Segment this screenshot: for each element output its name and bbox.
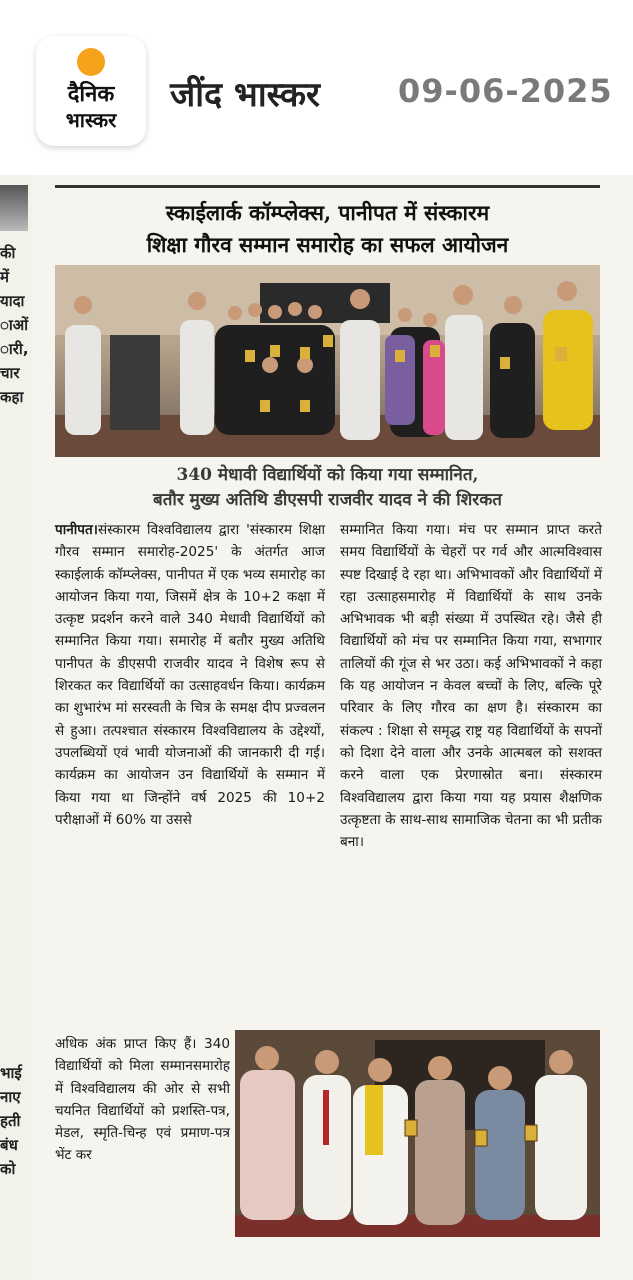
fragment-text: यादा xyxy=(0,292,25,310)
article-column-1 xyxy=(55,519,325,831)
headline-line1: स्काईलार्क कॉम्प्लेक्स, पानीपत में संस्कारम xyxy=(165,200,490,225)
ceremony-photo-illustration xyxy=(235,1030,600,1237)
article-column-2 xyxy=(340,519,602,853)
dainik-bhaskar-logo[interactable] xyxy=(36,36,146,146)
fragment-text: को xyxy=(0,1160,16,1178)
subheadline-line2: बतौर मुख्य अतिथि डीएसपी राजवीर यादव ने की शिरकत xyxy=(153,490,502,510)
fragment-text: ारी, xyxy=(0,340,29,358)
fragment-text: ाओं xyxy=(0,316,29,334)
adjacent-article-strip xyxy=(0,175,32,1280)
award-ceremony-photo[interactable] xyxy=(235,1030,600,1237)
fragment-text: कहा xyxy=(0,388,24,406)
column-1-text: संस्कारम विश्वविद्यालय द्वारा 'संस्कारम शिक्षा गौरव सम्मान समारोह-2025' के अंतर्गत आज स्काईलार्क कॉम्प्लेक्स, पानीपत में एक भव्य समारोह का आयोजन किया गया, जिसमें क्षेत्र के 10+2 कक्षा में उत्कृष्ट प्रदर्शन करने वाले 340 मेधावी विद्यार्थियों को सम्मानित किया गया। समारोह में बतौर मुख्य अतिथि पानीपत के डीएसपी राजवीर यादव ने विशेष रूप से शिरकत कर विद्यार्थियों का उत्साहवर्धन किया। कार्यक्रम का शुभारंभ मां सरस्वती के चित्र के समक्ष दीप प्रज्वलन से हुआ। तत्पश्चात संस्कारम विश्वविद्यालय के उद्देश्यों, उपलब्धियों एवं भावी योजनाओं की जानकारी दी गई। कार्यक्रम का आयोजन उन विद्यार्थियों के सम्मान में किया गया था जिन्होंने वर्ष 2025 की 10+2 परीक्षाओं में 60% या उससे xyxy=(55,522,325,828)
sun-icon xyxy=(77,48,105,76)
subheadline-line1: 340 मेधावी विद्यार्थियों को किया गया सम्मानित, xyxy=(176,465,479,485)
article-column-3 xyxy=(55,1033,230,1167)
top-rule xyxy=(55,185,600,188)
fragment-text: बंध xyxy=(0,1136,18,1154)
dateline: पानीपत। xyxy=(55,522,98,538)
event-group-photo[interactable] xyxy=(55,265,600,457)
logo-text-line2: भास्कर xyxy=(65,108,117,132)
epaper-header xyxy=(0,0,633,175)
edition-title: जींद भास्कर xyxy=(170,75,320,115)
fragment-text: चार xyxy=(0,364,20,382)
newspaper-page xyxy=(0,175,633,1280)
fragment-text: की xyxy=(0,244,16,262)
logo-text-line1: दैनिक xyxy=(67,82,115,107)
group-photo-illustration xyxy=(55,265,600,457)
article-headline xyxy=(55,197,600,261)
headline-line2: शिक्षा गौरव सम्मान समारोह का सफल आयोजन xyxy=(146,232,509,257)
column-3-text: अधिक अंक प्राप्त किए हैं। 340 विद्यार्थियों को मिला सम्मानसमारोह में विश्वविद्यालय की ओर से सभी चयनित विद्यार्थियों को प्रशस्ति-पत्र, मेडल, स्मृति-चिन्ह एवं प्रमाण-पत्र भेंट कर xyxy=(55,1036,230,1164)
fragment-text: भाई xyxy=(0,1064,22,1082)
adjacent-photo xyxy=(0,185,28,231)
edition-date: 09-06-2025 xyxy=(398,72,613,110)
fragment-text: हती xyxy=(0,1112,21,1130)
column-2-text: सम्मानित किया गया। मंच पर सम्मान प्राप्त करते समय विद्यार्थियों के चेहरों पर गर्व और आत्मविश्वास स्पष्ट दिखाई दे रहा था। अभिभावकों और विद्यार्थियों में रहा उत्साहसमारोह में विद्यार्थियों के साथ उनके अभिभावक भी बड़ी संख्या में उपस्थित रहे। जैसे ही विद्यार्थियों को मंच पर सम्मानित किया गया, सभागार तालियों की गूंज से भर उठा। कई अभिभावकों ने कहा कि यह आयोजन न केवल बच्चों के लिए, बल्कि पूरे परिवार के लिए गौरव का क्षण है। संस्कारम का संकल्प : शिक्षा से समृद्ध राष्ट्र यह विद्यार्थियों के सपनों को दिशा देने वाला और उनके आत्मबल को सशक्त करने वाला एक प्रेरणास्रोत बना। संस्कारम विश्वविद्यालय द्वारा किया गया यह प्रयास शैक्षणिक उत्कृष्टता के साथ-साथ सामाजिक चेतना का भी प्रतीक बना। xyxy=(340,522,602,851)
fragment-text: में xyxy=(0,268,9,286)
fragment-text: नाए xyxy=(0,1088,21,1106)
